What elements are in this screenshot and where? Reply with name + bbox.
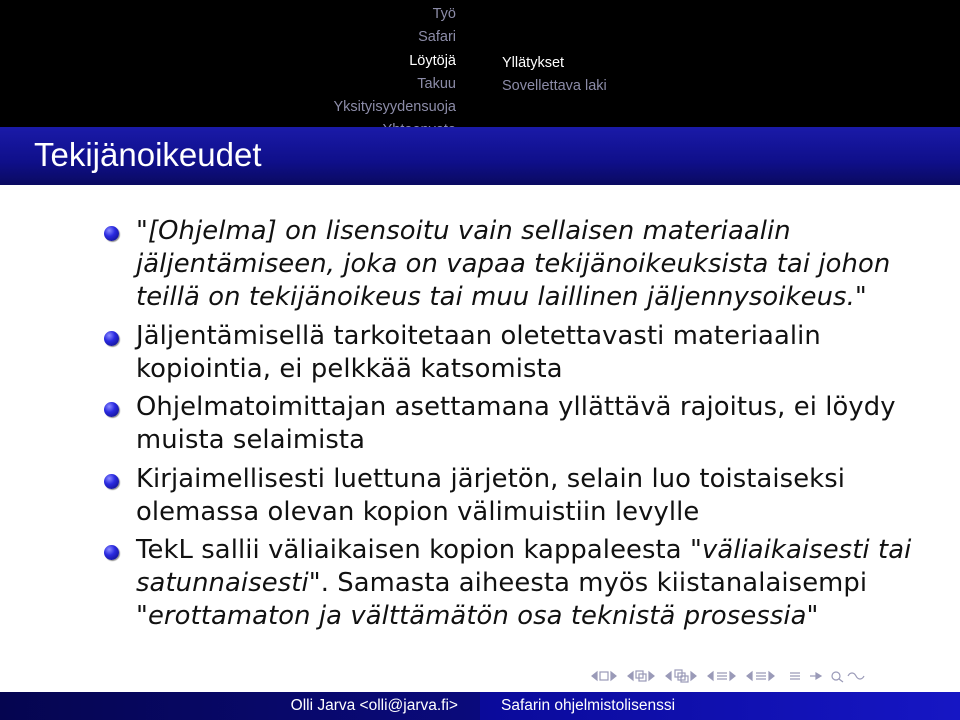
header-navigation: [0, 0, 960, 127]
bullet-text: Ohjelmatoimittajan asettamana yllättävä rajoitus, ei löydy muista selaimista: [136, 392, 896, 455]
section-nav: [0, 0, 478, 127]
subsection-nav: [482, 0, 960, 127]
bullet-text-quote: "erottamaton ja välttämätön osa teknistä prosessia": [136, 601, 819, 631]
bullet-item: [100, 463, 930, 529]
bullet-text-quote: "väliaikaisesti tai satunnaisesti": [136, 535, 912, 598]
frame-title-bar: [0, 127, 960, 185]
bullet-text: Jäljentämisellä tarkoitetaan oletettavasti materiaalin kopiointia, ei pelkkää katsomista: [136, 320, 821, 384]
frame-title: Tekijänoikeudet: [34, 136, 262, 173]
nav-section-loytoja[interactable]: Löytöjä: [409, 52, 456, 69]
bullet-text-part: . Samasta aiheesta myös kiistanalaisempi: [320, 568, 868, 598]
bullet-text-part: TekL sallii väliaikaisen kopion kappaleesta: [136, 535, 690, 565]
bullet-ball-icon: [104, 545, 119, 560]
bullet-text: "[Ohjelma] on lisensoitu vain sellaisen materiaalin jäljentämiseen, joka on vapaa tekijänoikeuksista tai johon teillä on tekijänoikeus tai muu laillinen jäljennysoikeus.": [136, 216, 891, 312]
nav-subsection-sovellettava-laki[interactable]: Sovellettava laki: [502, 78, 607, 95]
footer-talk-title: Safarin ohjelmistolisenssi: [480, 692, 960, 720]
bullet-ball-icon: [104, 474, 119, 489]
bullet-item: [100, 320, 930, 386]
footer-author: Olli Jarva <olli@jarva.fi>: [0, 692, 480, 720]
nav-section-yksityisyydensuoja[interactable]: Yksityisyydensuoja: [333, 99, 456, 116]
bullet-ball-icon: [104, 226, 119, 241]
footer: [0, 692, 960, 720]
bullet-item: [100, 215, 930, 314]
bullet-text: Kirjaimellisesti luettuna järjetön, selain luo toistaiseksi olemassa olevan kopion välimuistiin levylle: [136, 463, 846, 527]
nav-section-tyo[interactable]: Työ: [432, 6, 456, 22]
bullet-item: [100, 534, 930, 633]
bullet-item: [100, 391, 930, 457]
nav-section-takuu[interactable]: Takuu: [417, 75, 456, 92]
nav-subsection-yllatykset[interactable]: Yllätykset: [502, 55, 565, 71]
slide-content: [100, 215, 930, 639]
slide-navigation-icons[interactable]: [590, 669, 950, 683]
bullet-ball-icon: [104, 402, 119, 417]
nav-section-safari[interactable]: Safari: [418, 29, 456, 46]
bullet-ball-icon: [104, 331, 119, 346]
beamer-nav-symbols-icon: [590, 669, 950, 683]
